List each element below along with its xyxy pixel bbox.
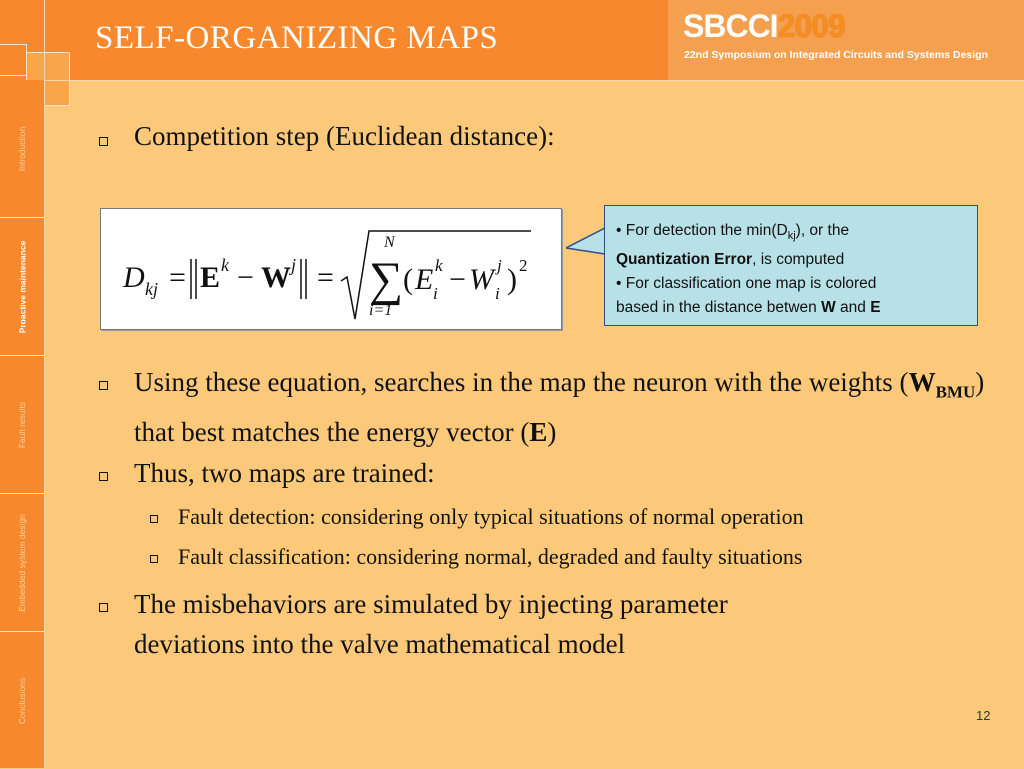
formula-equals: = [169,261,186,294]
sidebar-item-conclusions[interactable] [0,632,44,769]
sub-bullet-square-icon [150,555,158,563]
slide-title: SELF-ORGANIZING MAPS [95,20,499,56]
formula-superscript-j: j [497,256,502,275]
formula-minus: − [449,263,466,296]
sidebar-item-introduction[interactable] [0,80,44,217]
callout-line: based in the distance betwen W and E [616,299,881,317]
callout-line: Quantization Error, is computed [616,251,845,269]
formula-paren: ) [507,263,517,296]
header-divider [0,80,1024,81]
formula-e-i: E [415,263,434,296]
sidebar-item-label: Fault results [17,401,28,448]
formula-lhs-subscript: kj [145,279,158,299]
callout-line: • For detection the $\min(D_{kj})$, or the [616,222,850,243]
bullet-text: The misbehaviors are simulated by injecting parameter [134,589,728,619]
formula-lhs: D [123,261,145,294]
sidebar-item-label: Introduction [17,126,28,171]
formula-exponent-2: 2 [519,256,528,275]
bullet-square-icon [99,472,108,481]
callout-line: • For classification one map is colored [616,275,877,293]
formula-subscript-i: i [495,284,500,303]
formula-superscript-k: k [435,256,443,275]
bullet-square-icon [99,137,108,146]
sum-upper-limit: N [384,234,395,251]
formula-w-i: W [469,263,494,296]
sidebar-item-embedded-system-design[interactable] [0,494,44,631]
formula-subscript-i: i [433,284,438,303]
bullet-square-icon [99,603,108,612]
formula-superscript-j: j [291,255,297,275]
annotation-callout [604,205,978,326]
sub-bullet-text: Fault classification: considering normal, degraded and faulty situations [178,544,803,569]
sub-bullet-text: Fault detection: considering only typical situations of normal operation [178,504,804,529]
formula-graphic [101,209,561,329]
sidebar-item-label: Proactive maintenance [17,240,28,333]
sidebar-item-fault-results[interactable] [0,356,44,493]
sub-bullet-square-icon [150,515,158,523]
summation-sign: ∑ [369,253,404,306]
sidebar-item-label: Embedded system design [17,513,27,612]
conference-logo: SBCCI2009 [683,8,845,44]
bullet-text: Using these equation, searches in the map the neuron with the weights $(W_{BMU})$ that best matches the energy vector (E) [134,367,985,448]
sidebar-item-proactive-maintenance[interactable] [0,218,44,355]
decorative-square [0,44,27,76]
formula-superscript-k: k [221,255,229,275]
sidebar-divider [44,0,45,768]
formula-paren: ( [403,263,413,296]
formula-vector-w: W [261,261,291,294]
formula-minus: − [237,261,254,294]
formula-equals: = [317,261,334,294]
bullet-text: Thus, two maps are trained: [134,458,435,488]
euclidean-distance-formula [100,208,562,330]
bullet-text: Competition step (Euclidean distance): [134,121,555,151]
bullet-text: deviations into the valve mathematical model [134,629,626,659]
callout-pointer [566,226,608,256]
formula-vector-e: E [200,261,221,294]
conference-subtitle: 22nd Symposium on Integrated Circuits and Systems Design [684,49,988,61]
sidebar-item-label: Conclusions [17,677,27,724]
sum-lower-limit: i=1 [369,302,393,319]
bullet-square-icon [99,381,108,390]
page-number: 12 [976,708,991,723]
